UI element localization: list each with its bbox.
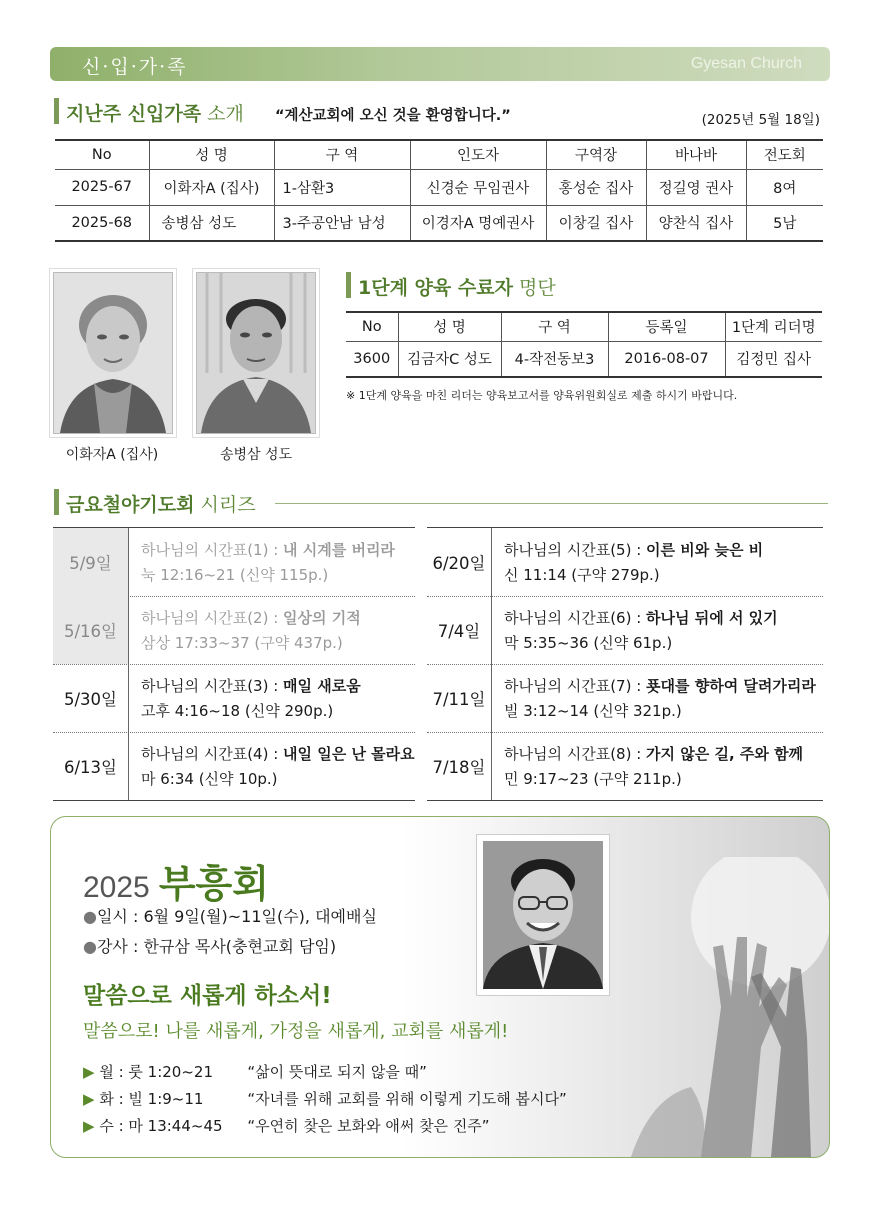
friday-sermon: [141, 674, 361, 724]
stage1-title-light: 명단: [512, 277, 556, 299]
sermon-series: 하나님의 시간표(8) :: [504, 745, 647, 763]
column-header: No: [346, 312, 398, 341]
table-cell: 3600: [346, 341, 398, 377]
column-header: 성 명: [398, 312, 501, 341]
man-portrait-icon: [197, 273, 315, 433]
friday-date: 5/16일: [53, 596, 129, 664]
sermon-verse: 마 6:34 (신약 10p.): [141, 770, 278, 788]
column-header: No: [55, 140, 149, 169]
revival-schedule: [83, 1059, 567, 1140]
friday-date: 6/13일: [53, 732, 129, 800]
sermon-verse: 민 9:17~23 (구약 211p.): [504, 770, 682, 788]
friday-sermon: [504, 674, 816, 724]
friday-date: 7/4일: [427, 596, 492, 664]
friday-item: [427, 664, 823, 733]
revival-speaker: [83, 934, 336, 957]
table-cell: 김정민 집사: [725, 341, 822, 377]
friday-date: 7/18일: [427, 732, 492, 800]
section-marker: [54, 489, 59, 515]
table-header-row: [346, 312, 822, 341]
sermon-theme: 내 시계를 버리라: [283, 541, 395, 559]
table-row: [55, 169, 823, 205]
friday-date: 5/9일: [53, 528, 129, 596]
schedule-topic: “우연히 찾은 보화와 애써 찾은 진주”: [247, 1117, 490, 1135]
column-header: 전도회: [746, 140, 823, 169]
table-cell: 정길영 권사: [646, 169, 746, 205]
schedule-day: 월 : 룻 1:20~21: [99, 1063, 214, 1081]
friday-sermon: [504, 538, 763, 588]
bullet-icon: ●: [83, 907, 97, 926]
welcome-greeting: “계산교회에 오신 것을 환영합니다.”: [275, 108, 511, 124]
sermon-verse: 막 5:35~36 (신약 61p.): [504, 634, 673, 652]
table-cell: 이경자A 명예권사: [410, 205, 546, 241]
revival-heading: [83, 853, 269, 908]
photo-caption: 송병삼 성도: [219, 447, 293, 463]
stage1-title-bold: 1단계 양육 수료자: [358, 277, 513, 299]
sermon-series: 하나님의 시간표(7) :: [504, 677, 647, 695]
friday-sermon: [141, 742, 415, 792]
table-cell: 5남: [746, 205, 823, 241]
friday-sermon: [504, 606, 778, 656]
schedule-day: 수 : 마 13:44~45: [99, 1117, 223, 1135]
new-family-title: [66, 99, 244, 126]
sermon-verse: 눅 12:16~21 (신약 115p.): [141, 566, 329, 584]
revival-year: 2025: [83, 871, 150, 904]
schedule-item: [83, 1059, 567, 1086]
table-row: [346, 341, 822, 377]
triangle-icon: ▶: [83, 1090, 95, 1108]
column-header: 구역장: [546, 140, 646, 169]
table-cell: 송병삼 성도: [149, 205, 274, 241]
revival-subslogan: 말씀으로! 나를 새롭게, 가정을 새롭게, 교회를 새롭게!: [83, 1021, 509, 1042]
friday-date: 7/11일: [427, 664, 492, 732]
table-cell: 2016-08-07: [608, 341, 725, 377]
table-cell: 이창길 집사: [546, 205, 646, 241]
header-bar: [50, 47, 830, 81]
table-cell: 김금자C 성도: [398, 341, 501, 377]
table-cell: 양찬식 집사: [646, 205, 746, 241]
column-header: 등록일: [608, 312, 725, 341]
sermon-theme: 일상의 기적: [283, 609, 361, 627]
sermon-series: 하나님의 시간표(3) :: [141, 677, 284, 695]
revival-box: [50, 816, 830, 1158]
revival-date: [83, 904, 377, 927]
revival-title: 부흥회: [158, 862, 269, 906]
friday-date: 5/30일: [53, 664, 129, 732]
bullet-icon: ●: [83, 937, 97, 956]
friday-item: [53, 528, 415, 597]
column-header: 성 명: [149, 140, 274, 169]
woman-portrait-icon: [54, 273, 172, 433]
sermon-verse: 고후 4:16~18 (신약 290p.): [141, 702, 334, 720]
stage1-note: ※ 1단계 양육을 마친 리더는 양육보고서를 양육위원회실로 제출 하시기 바랍니다.: [346, 389, 738, 402]
friday-sermon: [141, 606, 361, 656]
stage1-table: [346, 311, 822, 378]
sermon-theme: 이른 비와 늦은 비: [646, 541, 764, 559]
new-family-title-bold: 지난주 신입가족: [66, 103, 202, 125]
schedule-topic: “자녀를 위해 교회를 위해 이렇게 기도해 봅시다”: [247, 1090, 567, 1108]
sermon-theme: 매일 새로움: [283, 677, 361, 695]
sermon-series: 하나님의 시간표(2) :: [141, 609, 284, 627]
header-title: 신·입·가·족: [82, 56, 188, 78]
section-marker: [54, 98, 59, 124]
sermon-series: 하나님의 시간표(5) :: [504, 541, 647, 559]
sermon-verse: 삼상 17:33~37 (구약 437p.): [141, 634, 343, 652]
triangle-icon: ▶: [83, 1063, 95, 1081]
friday-title-bold: 금요철야기도회: [66, 494, 195, 516]
sermon-theme: 내일 일은 난 몰라요: [283, 745, 415, 763]
revival-slogan: 말씀으로 새롭게 하소서!: [83, 983, 332, 1009]
schedule-item: [83, 1113, 567, 1140]
member-photo: [53, 272, 173, 434]
table-cell: 8여: [746, 169, 823, 205]
schedule-item: [83, 1086, 567, 1113]
table-row: [55, 205, 823, 241]
new-family-title-light: 소개: [201, 103, 244, 125]
sermon-series: 하나님의 시간표(4) :: [141, 745, 284, 763]
friday-item: [53, 664, 415, 733]
revival-speaker-text: 강사 : 한규삼 목사(충현교회 담임): [96, 937, 337, 956]
sermon-theme: 푯대를 향하여 달려가리라: [646, 677, 816, 695]
table-cell: 이화자A (집사): [149, 169, 274, 205]
sermon-verse: 신 11:14 (구약 279p.): [504, 566, 660, 584]
triangle-icon: ▶: [83, 1117, 95, 1135]
speaker-photo: [477, 835, 609, 995]
table-cell: 신경순 무임권사: [410, 169, 546, 205]
stage1-title: [358, 273, 556, 300]
section-divider: [275, 503, 828, 504]
column-header: 인도자: [410, 140, 546, 169]
friday-title-light: 시리즈: [194, 494, 256, 516]
friday-item: [427, 596, 823, 665]
schedule-topic: “삶이 뜻대로 되지 않을 때”: [247, 1063, 427, 1081]
column-header: 구 역: [501, 312, 608, 341]
table-cell: 2025-68: [55, 205, 149, 241]
sermon-series: 하나님의 시간표(6) :: [504, 609, 647, 627]
friday-sermon: [141, 538, 395, 588]
schedule-day: 화 : 빌 1:9~11: [99, 1090, 204, 1108]
table-cell: 4-작전동보3: [501, 341, 608, 377]
friday-date: 6/20일: [427, 528, 492, 596]
table-header-row: [55, 140, 823, 169]
column-header: 바나바: [646, 140, 746, 169]
raised-hands-icon: [611, 857, 829, 1157]
sermon-verse: 빌 3:12~14 (신약 321p.): [504, 702, 682, 720]
friday-item: [427, 528, 823, 597]
friday-item: [53, 732, 415, 801]
new-family-table: [55, 139, 823, 242]
friday-item: [427, 732, 823, 801]
table-cell: 홍성순 집사: [546, 169, 646, 205]
column-header: 1단계 리더명: [725, 312, 822, 341]
friday-sermon: [504, 742, 803, 792]
table-cell: 2025-67: [55, 169, 149, 205]
speaker-portrait-icon: [483, 841, 603, 989]
revival-date-text: 일시 : 6월 9일(월)~11일(수), 대예배실: [96, 907, 377, 926]
table-cell: 3-주공안남 남성: [274, 205, 410, 241]
photo-caption: 이화자A (집사): [65, 447, 159, 463]
section-marker: [346, 272, 351, 298]
header-church-name: Gyesan Church: [690, 55, 802, 72]
column-header: 구 역: [274, 140, 410, 169]
new-family-date: (2025년 5월 18일): [701, 112, 820, 128]
friday-item: [53, 596, 415, 665]
sermon-theme: 가지 않은 길, 주와 함께: [646, 745, 804, 763]
sermon-series: 하나님의 시간표(1) :: [141, 541, 284, 559]
table-cell: 1-삼환3: [274, 169, 410, 205]
member-photo: [196, 272, 316, 434]
friday-title: [66, 490, 256, 517]
sermon-theme: 하나님 뒤에 서 있기: [646, 609, 778, 627]
